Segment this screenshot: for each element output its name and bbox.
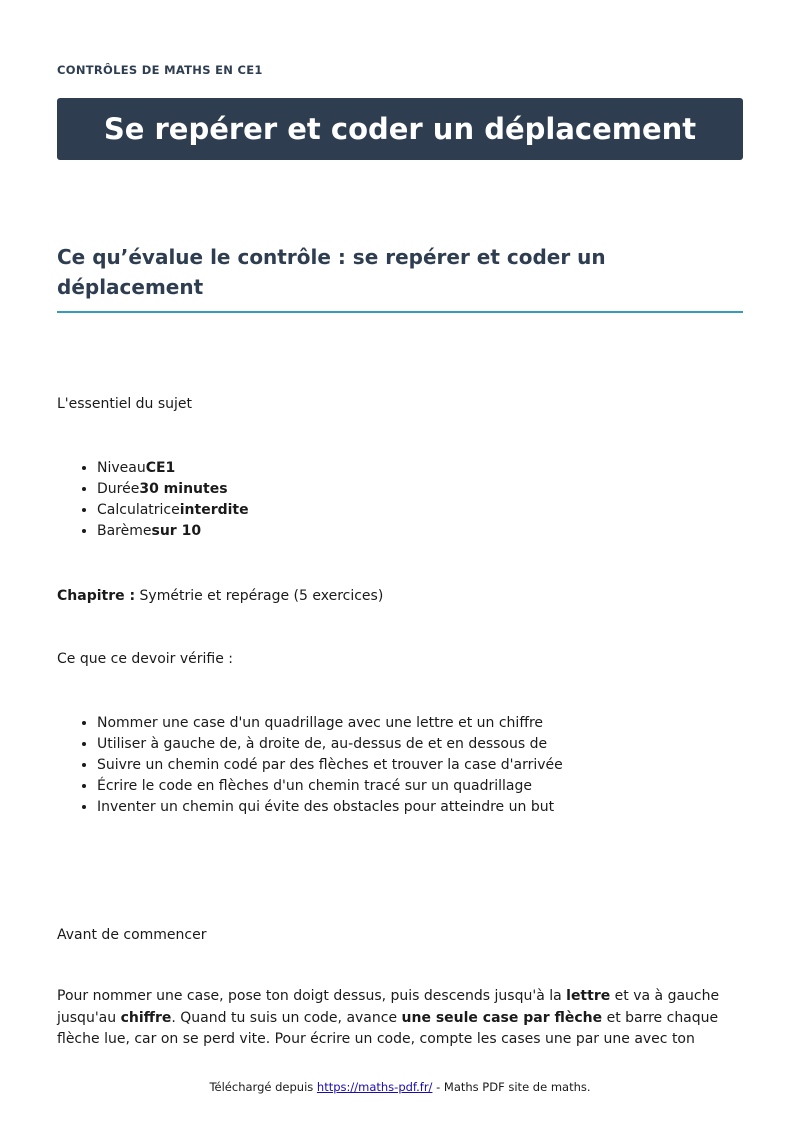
item-label: Calculatrice — [97, 502, 180, 518]
verifie-list — [57, 713, 563, 818]
essentiel-list — [57, 458, 249, 542]
essentiel-heading: L'essentiel du sujet — [57, 396, 193, 412]
avant-heading: Avant de commencer — [57, 927, 207, 943]
text-run: et barre chaque flèche lue, car on se perd vite. Pour écrire un code, compte les cases une par une avec ton — [57, 1009, 719, 1047]
page-title: Se repérer et coder un déplacement — [103, 112, 697, 146]
item-value: interdite — [179, 502, 249, 518]
bold-run: lettre — [566, 988, 611, 1004]
chapitre-value: Symétrie et repérage (5 exercices) — [135, 588, 384, 604]
list-item: • Inventer un chemin qui évite des obstacles pour atteindre un but — [97, 797, 563, 818]
footer-prefix: Téléchargé depuis — [209, 1080, 317, 1094]
title-banner — [57, 98, 743, 160]
text-run: Pour nommer une case, pose ton doigt dessus, puis descends jusqu'à la — [57, 988, 567, 1004]
list-item: • Écrire le code en flèches d'un chemin tracé sur un quadrillage — [97, 776, 563, 797]
footer-suffix: - Maths PDF site de maths. — [432, 1080, 591, 1094]
list-item: • Suivre un chemin codé par des flèches et trouver la case d'arrivée — [97, 755, 563, 776]
section-title: Ce qu’évalue le contrôle : se repérer et coder un déplacement — [57, 242, 743, 313]
document-kicker: CONTRÔLES DE MATHS EN CE1 — [57, 63, 263, 77]
item-label: Durée — [97, 481, 140, 497]
text-run: et va à gauche jusqu'au — [57, 988, 720, 1026]
item-value: CE1 — [145, 460, 176, 476]
list-item — [97, 458, 249, 479]
page-footer — [0, 1080, 800, 1094]
bold-run: une seule case par flèche — [401, 1009, 603, 1026]
list-item: • Nommer une case d'un quadrillage avec une lettre et un chiffre — [97, 713, 563, 734]
list-item — [97, 500, 249, 521]
item-value: sur 10 — [151, 523, 202, 539]
item-label: Barème — [97, 523, 152, 539]
avant-paragraph — [57, 986, 747, 1051]
item-value: 30 minutes — [139, 481, 228, 497]
text-run: . Quand tu suis un code, avance — [171, 1009, 402, 1026]
list-item: • Utiliser à gauche de, à droite de, au-dessus de et en dessous de — [97, 734, 563, 755]
item-label: Niveau — [97, 460, 146, 476]
list-item — [97, 479, 249, 500]
footer-link[interactable]: https://maths-pdf.fr/ — [316, 1080, 433, 1094]
verifie-heading: Ce que ce devoir vérifie : — [57, 651, 234, 667]
chapitre-line — [57, 586, 383, 607]
bold-run: chiffre — [120, 1009, 172, 1026]
chapitre-label: Chapitre : — [57, 588, 136, 604]
list-item — [97, 521, 249, 542]
